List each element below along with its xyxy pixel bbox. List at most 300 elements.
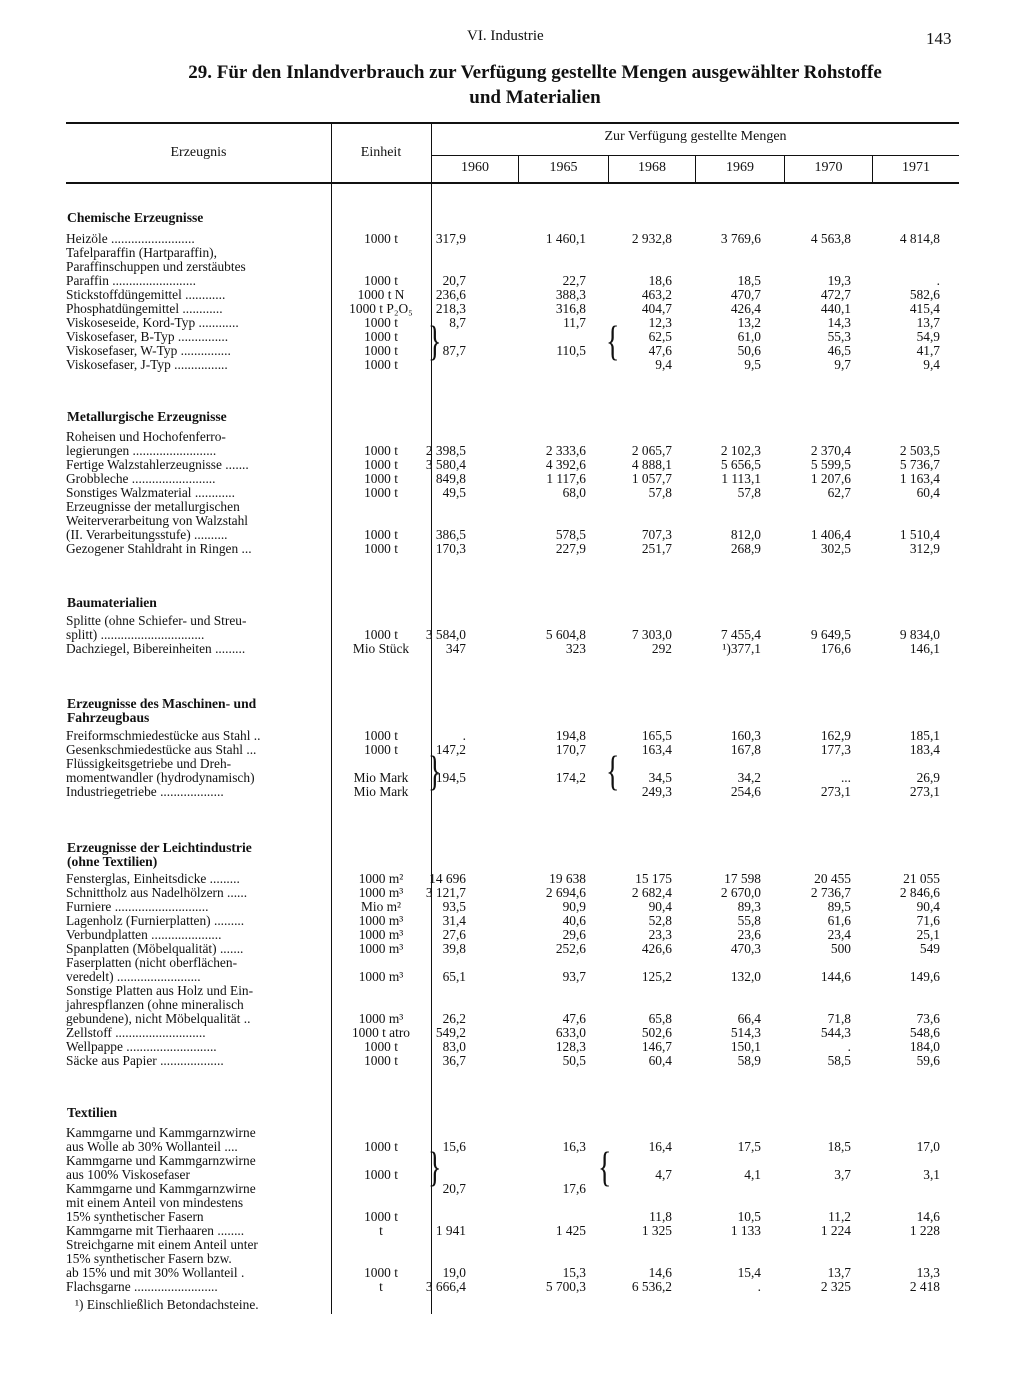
cell-1971: 149,6 (909, 969, 940, 984)
column-header-product: Erzeugnis (170, 145, 227, 160)
cell-1971: 13,7 (916, 315, 940, 330)
row-label: Sonstiges Walzmaterial ............ (66, 485, 236, 500)
cell-1968: 2 065,7 (631, 443, 672, 458)
cell-1960: 20,7 (442, 273, 466, 288)
cell-1960: 194,5 (435, 770, 466, 785)
cell-1969: 5 656,5 (720, 457, 761, 472)
table-row (0, 1026, 1024, 1040)
cell-1969: 812,0 (730, 527, 761, 542)
cell-1965: 227,9 (555, 541, 586, 556)
cell-1968: 34,5 (648, 770, 672, 785)
row-unit: 1000 t (364, 1139, 398, 1154)
cell-1969: 50,6 (737, 343, 761, 358)
cell-1960: 3 666,4 (425, 1279, 466, 1294)
cell-1965: 2 333,6 (545, 443, 586, 458)
row-unit: 1000 t (364, 231, 398, 246)
cell-1971: 26,9 (916, 770, 940, 785)
brace: { (606, 749, 620, 796)
cell-1960: 170,3 (435, 541, 466, 556)
cell-1969: 66,4 (737, 1011, 761, 1026)
cell-1969: 254,6 (730, 784, 761, 799)
cell-1968: 502,6 (641, 1025, 672, 1040)
cell-1960: 8,7 (449, 315, 466, 330)
row-label: aus Wolle ab 30% Wollanteil .... (66, 1139, 238, 1154)
row-unit: 1000 t (364, 443, 398, 458)
cell-1968: 251,7 (641, 541, 672, 556)
row-label: splitt) ............................... (66, 627, 205, 642)
row-label: Viskoseseide, Kord-Typ ............ (66, 315, 239, 330)
cell-1960: 49,5 (442, 485, 466, 500)
table-title-line-2: und Materialien (469, 87, 601, 108)
section-heading: Erzeugnisse der Leichtindustrie (ohne Textilien) (67, 840, 252, 869)
row-label: Splitte (ohne Schiefer- und Streu- (66, 613, 247, 628)
cell-1971: 59,6 (916, 1053, 940, 1068)
cell-1965: 1 117,6 (546, 471, 586, 486)
row-label: Grobbleche ......................... (66, 471, 216, 486)
table-row (0, 274, 1024, 288)
row-label: Kammgarne mit Tierhaaren ........ (66, 1223, 245, 1238)
cell-1969: 13,2 (737, 315, 761, 330)
row-label: 15% synthetischer Fasern bzw. (66, 1251, 232, 1266)
row-label: Heizöle ......................... (66, 231, 195, 246)
row-unit: 1000 t (364, 1039, 398, 1054)
row-unit: 1000 t (364, 1053, 398, 1068)
cell-1965: 174,2 (555, 770, 586, 785)
cell-1971: 312,9 (909, 541, 940, 556)
cell-1960: 317,9 (435, 231, 466, 246)
table-row (0, 344, 1024, 358)
row-label: Roheisen und Hochofenferro- (66, 429, 226, 444)
cell-1971: 2 846,6 (899, 885, 940, 900)
cell-1960: 1 941 (435, 1223, 466, 1238)
cell-1971: 54,9 (916, 329, 940, 344)
column-header-year: 1968 (638, 160, 666, 175)
cell-1969: 2 670,0 (720, 885, 761, 900)
row-label: Verbundplatten ..................... (66, 927, 222, 942)
table-row (0, 1054, 1024, 1068)
cell-1969: 58,9 (737, 1053, 761, 1068)
cell-1960: 39,8 (442, 941, 466, 956)
table-row (0, 330, 1024, 344)
row-label: Paraffin ......................... (66, 273, 196, 288)
cell-1960: 26,2 (442, 1011, 466, 1026)
row-label: veredelt) ......................... (66, 969, 201, 984)
cell-1968: 7 303,0 (631, 627, 672, 642)
cell-1968: 426,6 (641, 941, 672, 956)
page-number: 143 (926, 29, 952, 48)
cell-1968: 249,3 (641, 784, 672, 799)
cell-1970: 1 207,6 (810, 471, 851, 486)
row-label: aus 100% Viskosefaser (66, 1167, 190, 1182)
cell-1970: 472,7 (820, 287, 851, 302)
cell-1971: 90,4 (916, 899, 940, 914)
table-row (0, 316, 1024, 330)
section-heading: Metallurgische Erzeugnisse (67, 409, 227, 424)
cell-1968: 14,6 (648, 1265, 672, 1280)
cell-1965: 2 694,6 (545, 885, 586, 900)
cell-1970: 55,3 (827, 329, 851, 344)
cell-1965: 29,6 (562, 927, 586, 942)
cell-1970: 9,7 (834, 357, 851, 372)
row-label: Kammgarne und Kammgarnzwirne (66, 1125, 256, 1140)
table-row (0, 757, 1024, 771)
cell-1970: ... (840, 770, 851, 785)
cell-1969: 17 598 (724, 871, 761, 886)
cell-1971: 41,7 (916, 343, 940, 358)
cell-1968: 1 325 (641, 1223, 672, 1238)
table-row (0, 1210, 1024, 1224)
cell-1969: 470,3 (730, 941, 761, 956)
cell-1971: 1 228 (909, 1223, 940, 1238)
cell-1970: 2 325 (820, 1279, 851, 1294)
row-unit: t (379, 1223, 383, 1238)
cell-1971: 25,1 (916, 927, 940, 942)
cell-1971: 9 834,0 (899, 627, 940, 642)
cell-1971: 185,1 (909, 728, 940, 743)
cell-1969: 1 113,1 (721, 471, 761, 486)
row-label: Kammgarne und Kammgarnzwirne (66, 1181, 256, 1196)
row-unit: 1000 t (364, 329, 398, 344)
cell-1971: 1 163,4 (899, 471, 940, 486)
row-unit: 1000 t N (357, 287, 405, 302)
row-unit: 1000 t (364, 1209, 398, 1224)
row-unit: t (379, 1279, 383, 1294)
table-row (0, 260, 1024, 274)
brace: { (606, 319, 620, 366)
cell-1969: 34,2 (737, 770, 761, 785)
row-label: Kammgarne und Kammgarnzwirne (66, 1153, 256, 1168)
section-heading: Erzeugnisse des Maschinen- und Fahrzeugbaus (67, 696, 257, 725)
row-unit: 1000 t P₂O₅ (349, 301, 413, 316)
row-unit: 1000 m² (358, 871, 404, 886)
cell-1965: 40,6 (562, 913, 586, 928)
cell-1971: 73,6 (916, 1011, 940, 1026)
table-row (0, 1168, 1024, 1182)
cell-1971: 183,4 (909, 742, 940, 757)
cell-1965: 170,7 (555, 742, 586, 757)
cell-1960: 3 580,4 (425, 457, 466, 472)
cell-1969: 55,8 (737, 913, 761, 928)
cell-1968: 23,3 (648, 927, 672, 942)
cell-1971: 273,1 (909, 784, 940, 799)
cell-1968: 292 (651, 641, 672, 656)
cell-1970: 89,5 (827, 899, 851, 914)
cell-1971: 549 (919, 941, 940, 956)
table-row (0, 1224, 1024, 1238)
cell-1960: 15,6 (442, 1139, 466, 1154)
row-unit: 1000 t (364, 728, 398, 743)
footnote: ¹) Einschließlich Betondachsteine. (75, 1297, 259, 1312)
cell-1970: 11,2 (828, 1209, 851, 1224)
cell-1971: 2 503,5 (899, 443, 940, 458)
table-row (0, 1154, 1024, 1168)
cell-1968: 52,8 (648, 913, 672, 928)
cell-1965: 1 460,1 (545, 231, 586, 246)
cell-1969: 514,3 (730, 1025, 761, 1040)
cell-1971: 184,0 (909, 1039, 940, 1054)
row-label: Gezogener Stahldraht in Ringen ... (66, 541, 252, 556)
cell-1968: 125,2 (641, 969, 672, 984)
row-unit: 1000 t (364, 527, 398, 542)
cell-1968: 146,7 (641, 1039, 672, 1054)
row-label: mit einem Anteil von mindestens (66, 1195, 244, 1210)
row-label: Schnittholz aus Nadelhölzern ...... (66, 885, 248, 900)
cell-1971: 146,1 (909, 641, 940, 656)
table-row (0, 288, 1024, 302)
cell-1960: 65,1 (442, 969, 466, 984)
cell-1968: 2 932,8 (631, 231, 672, 246)
cell-1960: 347 (445, 641, 466, 656)
cell-1969: 15,4 (737, 1265, 761, 1280)
table-row (0, 542, 1024, 556)
row-unit: 1000 t (364, 742, 398, 757)
row-unit: 1000 m³ (358, 1011, 404, 1026)
cell-1965: 93,7 (562, 969, 586, 984)
table-row (0, 358, 1024, 372)
table-row (0, 729, 1024, 743)
row-label: Faserplatten (nicht oberflächen- (66, 955, 238, 970)
cell-1965: 50,5 (562, 1053, 586, 1068)
cell-1960: 31,4 (442, 913, 466, 928)
cell-1965: 252,6 (555, 941, 586, 956)
table-row (0, 942, 1024, 956)
cell-1971: 60,4 (916, 485, 940, 500)
cell-1971: 582,6 (909, 287, 940, 302)
row-unit: 1000 m³ (358, 913, 404, 928)
row-label: Zellstoff ........................... (66, 1025, 206, 1040)
row-unit: 1000 t (364, 627, 398, 642)
table-row (0, 628, 1024, 642)
table-row (0, 232, 1024, 246)
cell-1965: 1 425 (555, 1223, 586, 1238)
row-label: Furniere ............................ (66, 899, 209, 914)
cell-1968: 2 682,4 (631, 885, 672, 900)
cell-1969: 1 133 (730, 1223, 761, 1238)
row-unit: 1000 t (364, 343, 398, 358)
cell-1969: 61,0 (737, 329, 761, 344)
column-header-year: 1970 (814, 160, 843, 175)
table-row (0, 528, 1024, 542)
table-row (0, 914, 1024, 928)
cell-1970: 1 224 (820, 1223, 851, 1238)
cell-1968: 16,4 (648, 1139, 672, 1154)
table-row (0, 430, 1024, 444)
table-row (0, 886, 1024, 900)
row-unit: 1000 m³ (358, 969, 404, 984)
cell-1971: 14,6 (916, 1209, 940, 1224)
row-unit: 1000 t (364, 1167, 398, 1182)
cell-1970: 302,5 (820, 541, 851, 556)
table-row (0, 1012, 1024, 1026)
cell-1968: 163,4 (641, 742, 672, 757)
cell-1970: 2 736,7 (810, 885, 851, 900)
cell-1965: 19 638 (549, 871, 586, 886)
row-label: Dachziegel, Bibereinheiten ......... (66, 641, 246, 656)
cell-1960: 20,7 (442, 1181, 466, 1196)
cell-1968: 62,5 (648, 329, 672, 344)
row-label: Viskosefaser, J-Typ ................ (66, 357, 228, 372)
column-header-year: 1965 (549, 160, 578, 175)
row-label: Wellpappe ........................... (66, 1039, 217, 1054)
row-label: 15% synthetischer Fasern (66, 1209, 204, 1224)
cell-1970: 14,3 (827, 315, 851, 330)
row-label: ab 15% und mit 30% Wollanteil . (66, 1265, 245, 1280)
cell-1970: 19,3 (827, 273, 851, 288)
cell-1960: 218,3 (435, 301, 466, 316)
table-row (0, 1280, 1024, 1294)
row-unit: 1000 t atro (351, 1025, 410, 1040)
cell-1965: 11,7 (563, 315, 586, 330)
row-label: Phosphatdüngemittel ............ (66, 301, 223, 316)
cell-1969: 426,4 (730, 301, 761, 316)
cell-1970: 273,1 (820, 784, 851, 799)
cell-1971: 1 510,4 (899, 527, 940, 542)
cell-1971: 4 814,8 (899, 231, 940, 246)
cell-1960: 849,8 (435, 471, 466, 486)
cell-1969: 3 769,6 (720, 231, 761, 246)
cell-1969: 18,5 (737, 273, 761, 288)
column-header-year: 1969 (726, 160, 754, 175)
cell-1970: 13,7 (827, 1265, 851, 1280)
cell-1965: 323 (565, 641, 586, 656)
row-unit: Mio Mark (353, 784, 409, 799)
row-unit: 1000 m³ (358, 927, 404, 942)
table-row (0, 472, 1024, 486)
row-unit: Mio m² (360, 899, 402, 914)
cell-1965: 5 604,8 (545, 627, 586, 642)
cell-1971: 2 418 (909, 1279, 940, 1294)
cell-1970: 61,6 (827, 913, 851, 928)
cell-1970: 177,3 (820, 742, 851, 757)
row-label: Säcke aus Papier ................... (66, 1053, 224, 1068)
cell-1969: 9,5 (744, 357, 761, 372)
cell-1960: . (462, 728, 466, 743)
table-row (0, 1140, 1024, 1154)
cell-1968: 65,8 (648, 1011, 672, 1026)
cell-1969: 2 102,3 (720, 443, 761, 458)
row-label: Lagenholz (Furnierplatten) ......... (66, 913, 245, 928)
cell-1969: 160,3 (730, 728, 761, 743)
row-label: Sonstige Platten aus Holz und Ein- (66, 983, 254, 998)
cell-1970: 144,6 (820, 969, 851, 984)
table-row (0, 246, 1024, 260)
row-label: jahrespflanzen (ohne mineralisch (66, 997, 244, 1012)
table-row (0, 1182, 1024, 1196)
cell-1970: 58,5 (827, 1053, 851, 1068)
cell-1969: 268,9 (730, 541, 761, 556)
cell-1968: 12,3 (648, 315, 672, 330)
row-unit: 1000 t (364, 471, 398, 486)
cell-1970: 162,9 (820, 728, 851, 743)
table-title (90, 60, 980, 110)
cell-1960: 83,0 (442, 1039, 466, 1054)
cell-1971: 3,1 (923, 1167, 940, 1182)
cell-1971: 5 736,7 (899, 457, 940, 472)
row-label: Erzeugnisse der metallurgischen (66, 499, 240, 514)
table-row (0, 1126, 1024, 1140)
cell-1969: 132,0 (730, 969, 761, 984)
cell-1965: 388,3 (555, 287, 586, 302)
table-row (0, 984, 1024, 998)
row-label: gebundene), nicht Möbelqualität .. (66, 1011, 251, 1026)
cell-1968: 463,2 (641, 287, 672, 302)
table-row (0, 743, 1024, 757)
table-row (0, 514, 1024, 528)
row-label: Viskosefaser, B-Typ ............... (66, 329, 229, 344)
cell-1965: 22,7 (562, 273, 586, 288)
cell-1970: 9 649,5 (810, 627, 851, 642)
brace: } (428, 319, 442, 366)
table-row (0, 458, 1024, 472)
table-row (0, 302, 1024, 316)
cell-1960: 19,0 (442, 1265, 466, 1280)
cell-1968: 57,8 (648, 485, 672, 500)
cell-1960: 14 696 (429, 871, 466, 886)
table-row (0, 1266, 1024, 1280)
row-label: legierungen ......................... (66, 443, 217, 458)
running-head: VI. Industrie (467, 28, 544, 44)
cell-1970: 500 (830, 941, 851, 956)
table-title-line-1: 29. Für den Inlandverbrauch zur Verfügung gestellte Mengen ausgewählter Rohstoffe (188, 62, 882, 83)
cell-1970: 4 563,8 (810, 231, 851, 246)
row-unit: 1000 t (364, 357, 398, 372)
cell-1970: 18,5 (827, 1139, 851, 1154)
table-row (0, 614, 1024, 628)
table-row (0, 642, 1024, 656)
cell-1965: 90,9 (562, 899, 586, 914)
row-label: Freiformschmiedestücke aus Stahl .. (66, 728, 261, 743)
cell-1969: 10,5 (737, 1209, 761, 1224)
cell-1965: 68,0 (562, 485, 586, 500)
cell-1970: 62,7 (827, 485, 851, 500)
cell-1971: . (936, 273, 940, 288)
cell-1970: 440,1 (820, 301, 851, 316)
row-label: Spanplatten (Möbelqualität) ....... (66, 941, 244, 956)
table-row (0, 771, 1024, 785)
header-bottom-rule (66, 182, 959, 184)
row-unit: 1000 m³ (358, 941, 404, 956)
cell-1970: 2 370,4 (810, 443, 851, 458)
cell-1968: 9,4 (655, 357, 672, 372)
cell-1965: 16,3 (562, 1139, 586, 1154)
cell-1960: 549,2 (435, 1025, 466, 1040)
cell-1969: ¹)377,1 (722, 641, 761, 656)
cell-1965: 110,5 (556, 343, 586, 358)
table-row (0, 785, 1024, 799)
cell-1968: 404,7 (641, 301, 672, 316)
section-heading: Baumaterialien (67, 595, 157, 610)
cell-1971: 71,6 (916, 913, 940, 928)
cell-1965: 5 700,3 (545, 1279, 586, 1294)
cell-1965: 47,6 (562, 1011, 586, 1026)
cell-1965: 316,8 (555, 301, 586, 316)
cell-1960: 27,6 (442, 927, 466, 942)
table-row (0, 1040, 1024, 1054)
table-row (0, 1238, 1024, 1252)
table-row (0, 1196, 1024, 1210)
cell-1969: 4,1 (744, 1167, 761, 1182)
cell-1970: 5 599,5 (810, 457, 851, 472)
section-heading: Textilien (67, 1105, 118, 1120)
cell-1968: 11,8 (649, 1209, 672, 1224)
cell-1968: 60,4 (648, 1053, 672, 1068)
cell-1960: 2 398,5 (425, 443, 466, 458)
section-heading: Chemische Erzeugnisse (67, 210, 204, 225)
cell-1965: 633,0 (555, 1025, 586, 1040)
row-unit: 1000 t (364, 273, 398, 288)
cell-1970: 544,3 (820, 1025, 851, 1040)
cell-1968: 90,4 (648, 899, 672, 914)
